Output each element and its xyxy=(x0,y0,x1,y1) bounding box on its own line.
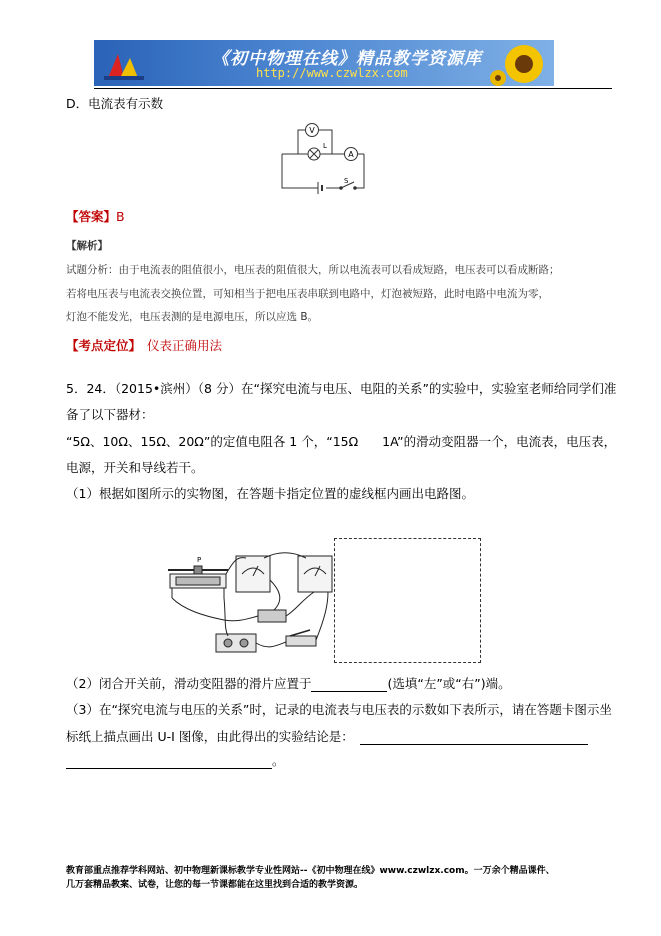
q5-line-3a: “5Ω、10Ω、15Ω、20Ω”的定值电阻各 1 个，“15Ω xyxy=(66,434,359,449)
q5-sub-2a: （2）闭合开关前，滑动变阻器的滑片应置于 xyxy=(66,676,312,691)
lamp-label: L xyxy=(323,142,327,150)
header-url[interactable]: http://www.czwlzx.com xyxy=(256,66,408,80)
header-rule xyxy=(94,88,612,89)
answer-blank-3a[interactable] xyxy=(360,730,588,745)
header-title: 《初中物理在线》精品教学资源库 xyxy=(212,49,482,69)
analysis-line-3: 灯泡不能发光，电压表测的是电源电压，所以应选 B。 xyxy=(66,311,319,323)
analysis-title: 【解析】 xyxy=(66,240,108,252)
kaodian-tag: 【考点定位】 xyxy=(66,338,142,353)
voltmeter-label: V xyxy=(309,126,315,135)
q5-sub-2 xyxy=(66,676,511,692)
kaodian-line xyxy=(66,338,222,354)
logo-icon xyxy=(104,48,144,80)
q5-line-2: 备了以下器材： xyxy=(66,407,154,422)
battery-device xyxy=(216,634,256,652)
analysis-line-2: 若将电压表与电流表交换位置，可知相当于把电压表串联到电路中，灯泡被短路，此时电路中电流为零， xyxy=(66,288,549,300)
apparatus-photo xyxy=(164,550,334,662)
q5-line-3b: 1A”的滑动变阻器一个，电流表，电压表， xyxy=(382,434,617,449)
answer-blank-2[interactable] xyxy=(311,677,387,692)
ammeter-device xyxy=(236,556,270,592)
q5-sub-3a: （3）在“探究电流与电压的关系”时，记录的电流表与电压表的示数如下表所示，请在答题卡图示坐 xyxy=(66,702,612,717)
q5-sub-1: （1）根据如图所示的实物图，在答题卡指定位置的虚线框内画出电路图。 xyxy=(66,486,474,501)
q5-line-1: 5．24．（2015•滨州）（8 分）在“探究电流与电压、电阻的关系”的实验中，实验室老师给同学们准 xyxy=(66,381,617,396)
answer-blank-3b[interactable] xyxy=(66,754,272,769)
ammeter-label: A xyxy=(348,150,354,159)
footer-line-2: 几万套精品教案、试卷，让您的每一节课都能在这里找到合适的教学资源。 xyxy=(66,880,364,890)
kaodian-text: 仪表正确用法 xyxy=(147,338,223,353)
voltmeter-device xyxy=(298,556,332,592)
option-d: D．电流表有示数 xyxy=(66,96,164,111)
switch-device xyxy=(286,636,316,646)
q5-sub-3c-line xyxy=(66,753,285,769)
q5-sub-2b: (选填“左”或“右”)端。 xyxy=(387,676,511,691)
q5-sub-3b-line xyxy=(66,729,588,745)
slider-label: P xyxy=(197,556,202,564)
switch-label: S xyxy=(344,177,349,185)
q5-line-3 xyxy=(66,434,616,450)
answer-line xyxy=(66,209,125,225)
answer-value: B xyxy=(116,209,125,224)
answer-tag: 【答案】 xyxy=(66,209,117,224)
q5-line-4: 电源，开关和导线若干。 xyxy=(66,460,204,475)
q5-end-mark: 。 xyxy=(272,753,285,768)
circuit-diagram xyxy=(278,118,368,196)
header-banner xyxy=(94,40,554,86)
q5-sub-3b: 标纸上描点画出 U-I 图像，由此得出的实验结论是： xyxy=(66,729,354,744)
analysis-line-1: 试题分析：由于电流表的阻值很小，电压表的阻值很大，所以电流表可以看成短路，电压表可以看成断路； xyxy=(66,264,560,276)
resistor-device xyxy=(258,610,286,622)
circuit-answer-box[interactable] xyxy=(334,538,481,663)
sunflower-icon xyxy=(490,42,550,86)
footer-line-1: 教育部重点推荐学科网站、初中物理新课标教学专业性网站--《初中物理在线》www.czwlzx.com。一万余个精品课件、 xyxy=(66,866,555,876)
